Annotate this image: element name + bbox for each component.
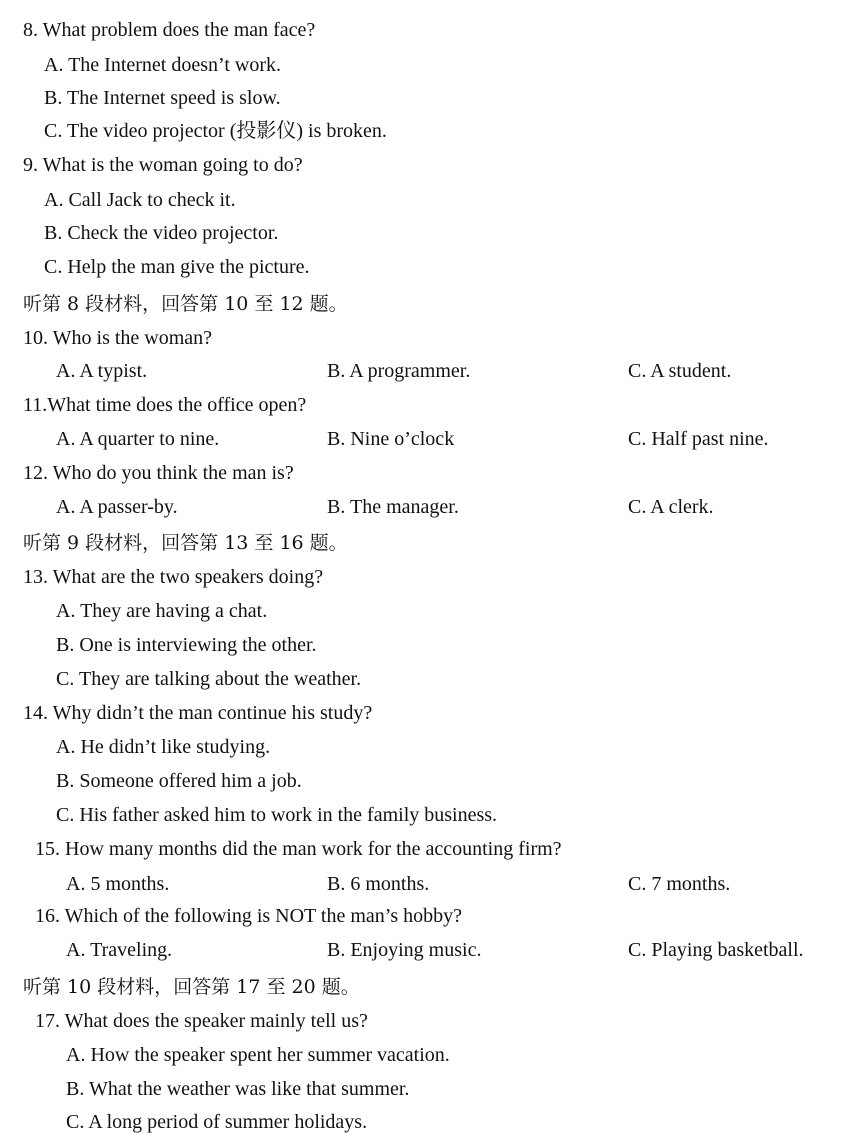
q8-option-a: A. The Internet doesn’t work.	[44, 54, 281, 76]
q16-option-c: C. Playing basketball.	[628, 939, 804, 961]
q9-option-c: C. Help the man give the picture.	[44, 256, 310, 278]
q15-option-a: A. 5 months.	[66, 873, 170, 895]
question-12: 12. Who do you think the man is?	[23, 462, 294, 484]
q11-option-a: A. A quarter to nine.	[56, 428, 220, 450]
q9-option-b: B. Check the video projector.	[44, 222, 279, 244]
q17-option-c: C. A long period of summer holidays.	[66, 1111, 368, 1133]
section-heading-10: 听第 10 段材料，回答第 17 至 20 题。	[23, 976, 360, 998]
q17-option-a: A. How the speaker spent her summer vacation.	[66, 1044, 450, 1066]
q12-option-b: B. The manager.	[327, 496, 459, 518]
question-11: 11.What time does the office open?	[23, 394, 307, 416]
q17-option-b: B. What the weather was like that summer.	[66, 1078, 410, 1100]
q11-option-b: B. Nine o’clock	[327, 428, 455, 450]
q15-option-b: B. 6 months.	[327, 873, 430, 895]
question-14: 14. Why didn’t the man continue his study?	[23, 702, 373, 724]
question-16: 16. Which of the following is NOT the man’s hobby?	[35, 905, 462, 927]
q10-option-b: B. A programmer.	[327, 360, 471, 382]
question-8: 8. What problem does the man face?	[23, 19, 316, 41]
q12-option-a: A. A passer-by.	[56, 496, 178, 518]
question-9: 9. What is the woman going to do?	[23, 154, 303, 176]
q14-option-c: C. His father asked him to work in the family business.	[56, 804, 498, 826]
q10-option-a: A. A typist.	[56, 360, 148, 382]
q12-option-c: C. A clerk.	[628, 496, 714, 518]
q14-option-a: A. He didn’t like studying.	[56, 736, 271, 758]
q13-option-b: B. One is interviewing the other.	[56, 634, 317, 656]
question-17: 17. What does the speaker mainly tell us?	[35, 1010, 368, 1032]
q11-option-c: C. Half past nine.	[628, 428, 769, 450]
q8-option-b: B. The Internet speed is slow.	[44, 87, 281, 109]
q14-option-b: B. Someone offered him a job.	[56, 770, 302, 792]
question-10: 10. Who is the woman?	[23, 327, 213, 349]
q16-option-a: A. Traveling.	[66, 939, 173, 961]
q13-option-c: C. They are talking about the weather.	[56, 668, 362, 690]
section-heading-8: 听第 8 段材料，回答第 10 至 12 题。	[23, 293, 348, 315]
q9-option-a: A. Call Jack to check it.	[44, 189, 236, 211]
q8-option-c: C. The video projector (投影仪) is broken.	[44, 120, 387, 142]
q10-option-c: C. A student.	[628, 360, 732, 382]
q16-option-b: B. Enjoying music.	[327, 939, 482, 961]
q13-option-a: A. They are having a chat.	[56, 600, 268, 622]
section-heading-9: 听第 9 段材料，回答第 13 至 16 题。	[23, 532, 348, 554]
q15-option-c: C. 7 months.	[628, 873, 731, 895]
question-13: 13. What are the two speakers doing?	[23, 566, 324, 588]
question-15: 15. How many months did the man work for the accounting firm?	[35, 838, 562, 860]
